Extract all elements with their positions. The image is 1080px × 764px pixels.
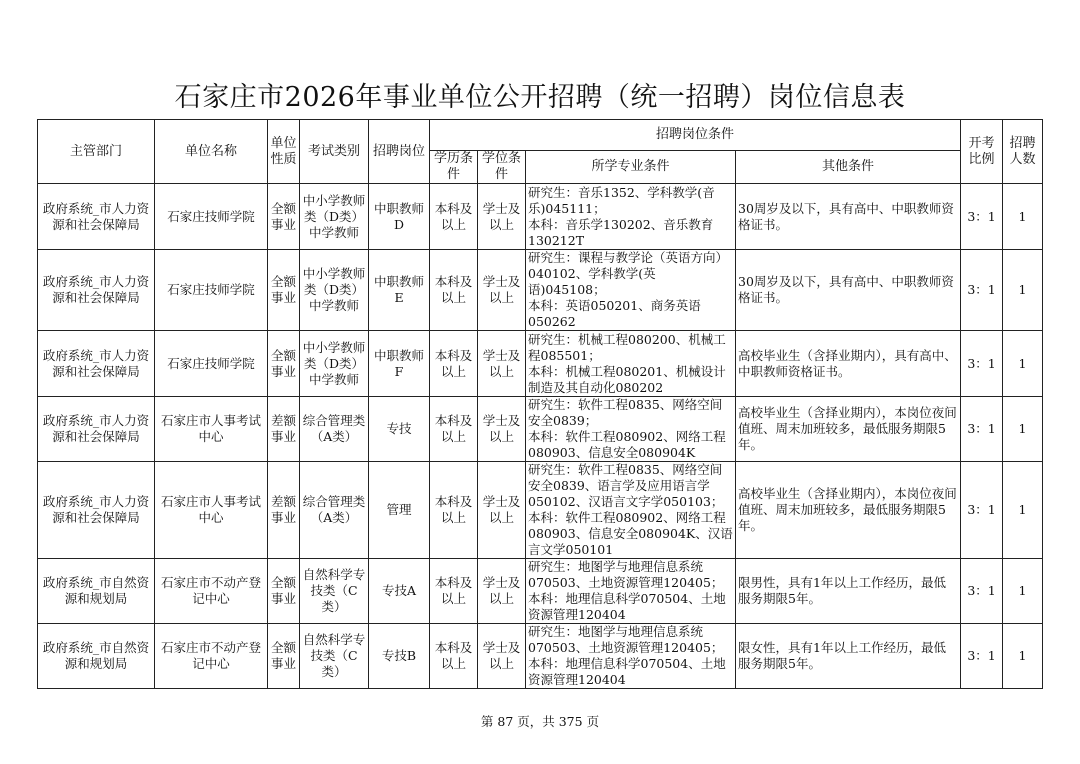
cell-nature: 全额事业 xyxy=(268,250,300,331)
cell-count: 1 xyxy=(1003,624,1043,689)
cell-count: 1 xyxy=(1003,397,1043,462)
cell-unit: 石家庄市人事考试中心 xyxy=(155,462,268,559)
cell-ratio: 3：1 xyxy=(961,184,1003,250)
cell-exam: 中小学教师类（D类）中学教师 xyxy=(300,250,369,331)
cell-major: 研究生：地图学与地理信息系统070503、土地资源管理120405； 本科：地理信息科学070504、土地资源管理120404 xyxy=(526,559,736,624)
cell-post: 中职教师E xyxy=(369,250,430,331)
header-exam: 考试类别 xyxy=(300,120,369,184)
recruitment-table xyxy=(37,119,1043,689)
cell-major: 研究生：软件工程0835、网络空间安全0839、语言学及应用语言学050102、汉语言文字学050103； 本科：软件工程080902、网络工程080903、信息安全080904K、汉语言文学050101 xyxy=(526,462,736,559)
cell-major: 研究生：机械工程080200、机械工程085501； 本科：机械工程080201、机械设计制造及其自动化080202 xyxy=(526,331,736,397)
table-row xyxy=(38,624,1043,689)
cell-unit: 石家庄市不动产登记中心 xyxy=(155,559,268,624)
cell-major: 研究生：音乐1352、学科教学(音乐)045111； 本科：音乐学130202、音乐教育130212T xyxy=(526,184,736,250)
cell-post: 中职教师D xyxy=(369,184,430,250)
cell-unit: 石家庄技师学院 xyxy=(155,331,268,397)
cell-count: 1 xyxy=(1003,331,1043,397)
header-edu: 学历条件 xyxy=(430,151,478,184)
cell-post: 中职教师F xyxy=(369,331,430,397)
table-row xyxy=(38,462,1043,559)
cell-dept: 政府系统_市自然资源和规划局 xyxy=(38,559,155,624)
header-post: 招聘岗位 xyxy=(369,120,430,184)
table-row xyxy=(38,331,1043,397)
cell-other: 高校毕业生（含择业期内），本岗位夜间值班、周末加班较多，最低服务期限5年。 xyxy=(736,462,961,559)
cell-dept: 政府系统_市人力资源和社会保障局 xyxy=(38,184,155,250)
cell-dept: 政府系统_市人力资源和社会保障局 xyxy=(38,250,155,331)
header-major: 所学专业条件 xyxy=(526,151,736,184)
header-conditions: 招聘岗位条件 xyxy=(430,120,961,151)
header-dept: 主管部门 xyxy=(38,120,155,184)
cell-ratio: 3：1 xyxy=(961,559,1003,624)
table-row xyxy=(38,184,1043,250)
table-row xyxy=(38,250,1043,331)
cell-degree: 学士及以上 xyxy=(478,559,526,624)
cell-exam: 自然科学专技类（C类） xyxy=(300,624,369,689)
cell-other: 高校毕业生（含择业期内），具有高中、中职教师资格证书。 xyxy=(736,331,961,397)
cell-degree: 学士及以上 xyxy=(478,331,526,397)
cell-nature: 差额事业 xyxy=(268,397,300,462)
cell-edu: 本科及以上 xyxy=(430,331,478,397)
cell-edu: 本科及以上 xyxy=(430,462,478,559)
header-other: 其他条件 xyxy=(736,151,961,184)
cell-dept: 政府系统_市人力资源和社会保障局 xyxy=(38,397,155,462)
cell-post: 专技A xyxy=(369,559,430,624)
cell-other: 限男性，具有1年以上工作经历，最低服务期限5年。 xyxy=(736,559,961,624)
cell-count: 1 xyxy=(1003,462,1043,559)
header-unit: 单位名称 xyxy=(155,120,268,184)
cell-other: 高校毕业生（含择业期内），本岗位夜间值班、周末加班较多，最低服务期限5年。 xyxy=(736,397,961,462)
cell-unit: 石家庄技师学院 xyxy=(155,184,268,250)
cell-nature: 全额事业 xyxy=(268,624,300,689)
cell-edu: 本科及以上 xyxy=(430,624,478,689)
header-row-1 xyxy=(38,120,1043,151)
cell-degree: 学士及以上 xyxy=(478,397,526,462)
cell-exam: 自然科学专技类（C类） xyxy=(300,559,369,624)
cell-exam: 中小学教师类（D类）中学教师 xyxy=(300,331,369,397)
cell-edu: 本科及以上 xyxy=(430,250,478,331)
table-row xyxy=(38,397,1043,462)
page-title: 石家庄市2026年事业单位公开招聘（统一招聘）岗位信息表 xyxy=(174,82,906,113)
cell-post: 专技 xyxy=(369,397,430,462)
cell-other: 限女性，具有1年以上工作经历，最低服务期限5年。 xyxy=(736,624,961,689)
cell-degree: 学士及以上 xyxy=(478,624,526,689)
cell-unit: 石家庄技师学院 xyxy=(155,250,268,331)
header-degree: 学位条件 xyxy=(478,151,526,184)
cell-exam: 综合管理类（A类） xyxy=(300,397,369,462)
cell-dept: 政府系统_市自然资源和规划局 xyxy=(38,624,155,689)
table-row xyxy=(38,559,1043,624)
cell-nature: 差额事业 xyxy=(268,462,300,559)
header-ratio: 开考比例 xyxy=(961,120,1003,184)
cell-exam: 综合管理类（A类） xyxy=(300,462,369,559)
cell-other: 30周岁及以下，具有高中、中职教师资格证书。 xyxy=(736,250,961,331)
page-footer: 第 87 页，共 375 页 xyxy=(480,714,600,729)
cell-dept: 政府系统_市人力资源和社会保障局 xyxy=(38,462,155,559)
header-count: 招聘人数 xyxy=(1003,120,1043,184)
cell-major: 研究生：地图学与地理信息系统070503、土地资源管理120405； 本科：地理信息科学070504、土地资源管理120404 xyxy=(526,624,736,689)
cell-degree: 学士及以上 xyxy=(478,462,526,559)
cell-degree: 学士及以上 xyxy=(478,184,526,250)
cell-exam: 中小学教师类（D类）中学教师 xyxy=(300,184,369,250)
cell-dept: 政府系统_市人力资源和社会保障局 xyxy=(38,331,155,397)
cell-ratio: 3：1 xyxy=(961,250,1003,331)
cell-post: 管理 xyxy=(369,462,430,559)
cell-edu: 本科及以上 xyxy=(430,559,478,624)
cell-ratio: 3：1 xyxy=(961,462,1003,559)
cell-nature: 全额事业 xyxy=(268,331,300,397)
table-body xyxy=(38,184,1043,689)
cell-major: 研究生：软件工程0835、网络空间安全0839； 本科：软件工程080902、网络工程080903、信息安全080904K xyxy=(526,397,736,462)
cell-unit: 石家庄市人事考试中心 xyxy=(155,397,268,462)
cell-ratio: 3：1 xyxy=(961,331,1003,397)
cell-nature: 全额事业 xyxy=(268,184,300,250)
cell-ratio: 3：1 xyxy=(961,624,1003,689)
cell-other: 30周岁及以下，具有高中、中职教师资格证书。 xyxy=(736,184,961,250)
cell-unit: 石家庄市不动产登记中心 xyxy=(155,624,268,689)
cell-count: 1 xyxy=(1003,250,1043,331)
cell-degree: 学士及以上 xyxy=(478,250,526,331)
cell-post: 专技B xyxy=(369,624,430,689)
cell-nature: 全额事业 xyxy=(268,559,300,624)
cell-count: 1 xyxy=(1003,559,1043,624)
cell-edu: 本科及以上 xyxy=(430,397,478,462)
cell-count: 1 xyxy=(1003,184,1043,250)
header-nature: 单位性质 xyxy=(268,120,300,184)
cell-ratio: 3：1 xyxy=(961,397,1003,462)
cell-major: 研究生：课程与教学论（英语方向）040102、学科教学(英语)045108； 本科：英语050201、商务英语050262 xyxy=(526,250,736,331)
cell-edu: 本科及以上 xyxy=(430,184,478,250)
